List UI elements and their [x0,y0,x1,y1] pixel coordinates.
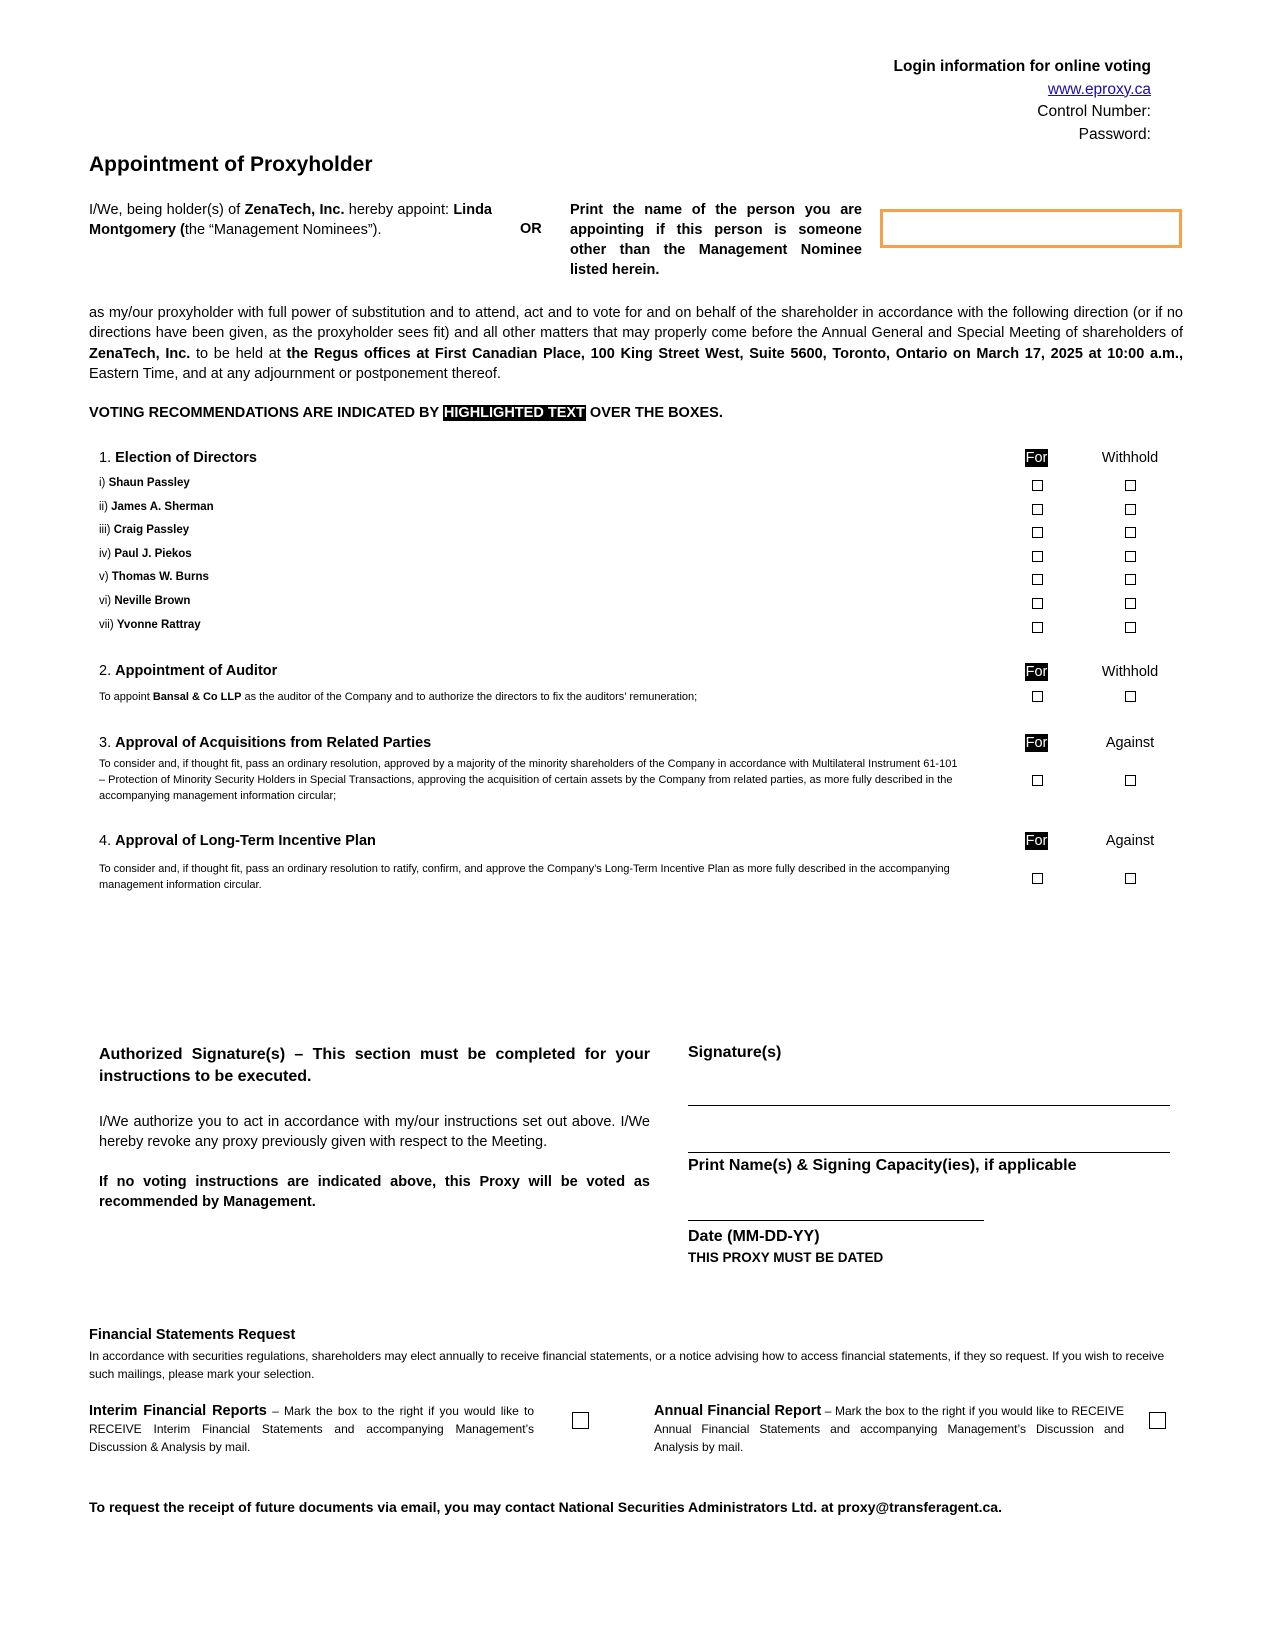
annual-report-text: – Mark the box to the right if you would like to RECEIVE Annual Financial Statements and accompanying Management’s Discussion and Analysis by mail. [654,1404,1125,1454]
appoint-text-3: the “Management Nominees”). [184,222,382,238]
resolution-1-title [99,450,257,466]
financial-statements-title: Financial Statements Request [89,1327,296,1343]
financial-statements-text: In accordance with securities regulations, shareholders may elect annually to receive financial statements, or a notice advising how to access financial statements, if they so request. If you wish to receive such mailings, please mark your selection. [89,1349,1165,1381]
for-checkbox[interactable] [1032,480,1043,491]
nominee-name: Craig Passley [113,524,190,536]
interim-reports-text: – Mark the box to the right if you would like to RECEIVE Interim Financial Statements and accompanying Management’s Discussion & Analysis by mail. [89,1404,534,1454]
appointment-text [89,200,492,240]
print-name-line[interactable] [688,1152,1170,1153]
nominee-prefix: ii) [99,501,112,513]
resolution-2-for-header [1000,664,1073,680]
appoint-company: ZenaTech, Inc. [244,202,345,218]
nominee-row [99,548,192,560]
resolution-4-description: To consider and, if thought fit, pass an ordinary resolution to ratify, confirm, and approve the Company’s Long-Term Incentive Plan as more fully described in the accompanying management information circular. [99,863,950,891]
for-checkbox[interactable] [1032,775,1043,786]
auditor-name: Bansal & Co LLP [152,691,242,703]
alternate-appointee-instructions: Print the name of the person you are appointing if this person is someone other than the Management Nominee listed herein. [570,202,862,278]
nominee-prefix: vi) [99,595,115,607]
annual-report-checkbox[interactable] [1149,1412,1166,1429]
voting-recommendation [89,405,723,421]
against-checkbox[interactable] [1125,775,1136,786]
withhold-checkbox[interactable] [1125,574,1136,585]
withhold-checkbox[interactable] [1125,527,1136,538]
auditor-text-1: To appoint [99,691,153,703]
proxy-text-1: as my/our proxyholder with full power of substitution and to attend, act and to vote for and on behalf of the shareholder in accordance with the following direction (or if no directions have been given, as the proxyholder sees fit) and all other matters that may properly come before the Annual General and Special Meeting of shareholders of [89,305,1183,342]
withhold-checkbox[interactable] [1125,622,1136,633]
resolution-3-description: To consider and, if thought fit, pass an ordinary resolution, approved by a majority of the minority shareholders of the Company in accordance with Multilateral Instrument 61-101 – Protection of Minority Security Holders in Special Transactions, approving the acquisition of certain assets by the Company from related parties, as more fully described in the accompanying management information circular; [99,758,958,802]
resolution-2-description [99,689,959,705]
resolution-3-number: 3. [99,735,116,751]
resolution-4-title [99,833,376,849]
proxy-location: the Regus offices at First Canadian Place, 100 King Street West, Suite 5600, Toronto, Ontario on March 17, 2025 at 10:00 a.m., [286,345,1183,362]
authorization-text: I/We authorize you to act in accordance with my/our instructions set out above. I/We hereby revoke any proxy previously given with respect to the Meeting. [99,1114,650,1150]
nominee-name: Paul J. Piekos [114,548,192,560]
annual-report-request [654,1402,1124,1456]
resolution-2-withhold-header: Withhold [1101,664,1159,680]
nominee-prefix: iv) [99,548,115,560]
resolution-1-for-label: For [1025,450,1048,466]
proxy-text-2: to be held at [190,345,287,362]
date-required-note: THIS PROXY MUST BE DATED [688,1250,884,1265]
nominee-prefix: i) [99,477,109,489]
nominee-prefix: v) [99,571,112,583]
resolution-4-heading: Approval of Long-Term Incentive Plan [115,833,376,849]
voting-rec-after: OVER THE BOXES. [585,405,723,421]
appoint-text-1: I/We, being holder(s) of [89,202,245,218]
resolution-2-number: 2. [99,663,116,679]
resolution-1-heading: Election of Directors [115,450,257,466]
eproxy-link[interactable]: www.eproxy.ca [1047,80,1151,98]
for-checkbox[interactable] [1032,598,1043,609]
annual-report-title: Annual Financial Report [654,1403,822,1419]
resolution-2-title [99,663,277,679]
date-label: Date (MM-DD-YY) [688,1228,820,1245]
date-line[interactable] [688,1220,984,1221]
resolution-4-for-header [1000,833,1073,849]
interim-reports-title: Interim Financial Reports [89,1403,267,1419]
for-checkbox[interactable] [1032,691,1043,702]
control-number-label: Control Number: [1037,103,1151,120]
nominee-row [99,524,189,536]
voting-rec-highlight: HIGHLIGHTED TEXT [443,405,585,421]
for-checkbox[interactable] [1032,551,1043,562]
for-checkbox[interactable] [1032,622,1043,633]
auditor-text-2: as the auditor of the Company and to authorize the directors to fix the auditors’ remuneration; [241,691,698,703]
resolution-2-heading: Appointment of Auditor [115,663,278,679]
nominee-prefix: vii) [99,619,117,631]
nominee-name: James A. Sherman [111,501,214,513]
nominee-row [99,501,214,513]
resolution-1-number: 1. [99,450,116,466]
print-name-label: Print Name(s) & Signing Capacity(ies), if applicable [688,1157,1077,1174]
nominee-row [99,619,201,631]
appoint-nominee: Linda Montgomery ( [89,202,492,238]
withhold-checkbox[interactable] [1125,691,1136,702]
resolution-1-withhold-header: Withhold [1101,450,1159,466]
nominee-row [99,571,209,583]
proxy-text-3: Eastern Time, and at any adjournment or postponement thereof. [89,365,501,382]
resolution-4-against-header: Against [1105,833,1155,849]
proxy-paragraph [89,303,1183,384]
interim-reports-request [89,1402,534,1456]
resolution-3-against-header: Against [1105,735,1155,751]
resolution-3-title [99,735,431,751]
for-checkbox[interactable] [1032,504,1043,515]
nominee-row [99,595,190,607]
against-checkbox[interactable] [1125,873,1136,884]
for-checkbox[interactable] [1032,574,1043,585]
proxy-company: ZenaTech, Inc. [89,345,191,362]
login-heading: Login information for online voting [893,58,1151,75]
resolution-4-number: 4. [99,833,116,849]
page-title: Appointment of Proxyholder [89,153,373,176]
appointee-name-input[interactable] [880,209,1182,248]
authorized-signature-title: Authorized Signature(s) – This section must be completed for your instructions to be executed. [99,1046,650,1085]
password-label: Password: [1078,125,1151,143]
nominee-name: Thomas W. Burns [111,571,209,583]
interim-reports-checkbox[interactable] [572,1412,589,1429]
resolution-3-for-header [1000,735,1073,751]
resolution-3-heading: Approval of Acquisitions from Related Parties [115,735,432,751]
withhold-checkbox[interactable] [1125,551,1136,562]
nominee-row [99,477,190,489]
login-info [894,56,1151,146]
for-checkbox[interactable] [1032,527,1043,538]
for-checkbox[interactable] [1032,873,1043,884]
nominee-name: Shaun Passley [108,477,190,489]
resolution-2-for-label: For [1025,664,1048,680]
or-label: OR [520,221,542,237]
resolution-1-for-header [1000,450,1073,466]
withhold-checkbox[interactable] [1125,504,1136,515]
signature-line[interactable] [688,1105,1170,1106]
withhold-checkbox[interactable] [1125,598,1136,609]
email-request-footer: To request the receipt of future documents via email, you may contact National Securities Administrators Ltd. at proxy@transferagent.ca. [89,1499,1002,1515]
default-voting-note: If no voting instructions are indicated above, this Proxy will be voted as recommended by Management. [99,1174,650,1210]
nominee-name: Neville Brown [114,595,191,607]
nominee-prefix: iii) [99,524,114,536]
voting-rec-before: VOTING RECOMMENDATIONS ARE INDICATED BY [89,405,443,421]
withhold-checkbox[interactable] [1125,480,1136,491]
nominee-name: Yvonne Rattray [116,619,201,631]
resolution-4-for-label: For [1025,833,1048,849]
signature-label: Signature(s) [688,1044,782,1061]
appoint-text-2: hereby appoint: [344,202,454,218]
resolution-3-for-label: For [1025,735,1048,751]
